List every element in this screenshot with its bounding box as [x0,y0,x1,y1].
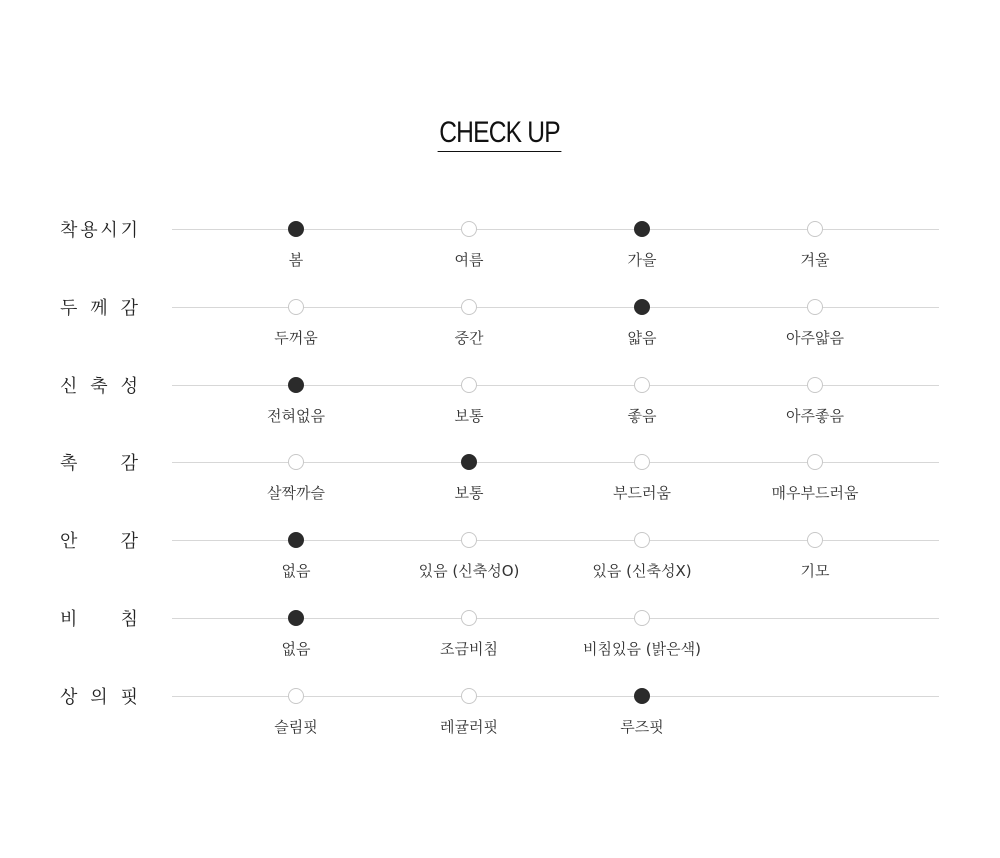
checkup-row-lining [0,531,1000,600]
checkup-row-elasticity [0,376,1000,445]
option-label: 슬림핏 [274,718,318,736]
option-label: 살짝까슬 [267,484,325,502]
option-radio[interactable] [634,221,650,237]
row-label-char: 용 [80,220,98,241]
option-label: 매우부드러움 [771,484,859,502]
option-label: 보통 [454,407,484,425]
page-title [0,112,1000,152]
option-label: 여름 [454,251,484,269]
option-radio[interactable] [461,377,477,393]
option-radio[interactable] [807,299,823,315]
option-radio[interactable] [807,454,823,470]
option-radio[interactable] [461,532,477,548]
option-label: 중간 [454,329,484,347]
option-radio[interactable] [288,610,304,626]
option-label: 겨울 [800,251,830,269]
option-label: 비침있음 (밝은색) [583,640,701,658]
option-label: 아주좋음 [786,407,844,425]
option-radio[interactable] [634,299,650,315]
option-radio[interactable] [288,688,304,704]
option-radio[interactable] [634,377,650,393]
option-label: 루즈핏 [620,718,664,736]
option-label: 얇음 [627,329,657,347]
row-label [60,528,138,552]
row-label-char: 의 [90,687,108,708]
row-label-char: 상 [60,687,78,708]
option-radio[interactable] [461,688,477,704]
row-label-char: 감 [120,298,138,319]
row-label-char: 핏 [120,687,138,708]
option-label: 있음 (신축성O) [418,562,520,580]
option-label: 전혀없음 [267,407,325,425]
row-label [60,295,138,319]
row-label-char: 침 [120,609,138,630]
row-label-char: 기 [120,220,138,241]
option-label: 기모 [800,562,830,580]
option-radio[interactable] [288,221,304,237]
option-radio[interactable] [288,299,304,315]
option-label: 가을 [627,251,657,269]
row-label-char: 신 [60,376,78,397]
row-label-char: 시 [100,220,118,241]
option-label: 봄 [288,251,304,269]
row-label [60,450,138,474]
option-radio[interactable] [634,532,650,548]
checkup-row-texture [0,453,1000,522]
row-label-char: 촉 [60,453,78,474]
option-label: 조금비침 [440,640,498,658]
row-label [60,684,138,708]
option-radio[interactable] [807,377,823,393]
option-radio[interactable] [461,299,477,315]
row-label-char: 축 [90,376,108,397]
option-radio[interactable] [288,532,304,548]
option-label: 두꺼움 [274,329,318,347]
row-label-char: 께 [90,298,108,319]
checkup-row-thickness [0,298,1000,367]
row-label-char: 안 [60,531,78,552]
row-label [60,606,138,630]
checkup-row-top-fit [0,687,1000,756]
option-radio[interactable] [807,221,823,237]
option-label: 보통 [454,484,484,502]
option-radio[interactable] [807,532,823,548]
option-radio[interactable] [461,221,477,237]
option-label: 좋음 [627,407,657,425]
option-radio[interactable] [288,454,304,470]
checkup-row-sheerness [0,609,1000,678]
option-label: 부드러움 [613,484,671,502]
row-label [60,217,138,241]
row-label-char: 비 [60,609,78,630]
option-label: 아주얇음 [786,329,844,347]
option-radio[interactable] [634,610,650,626]
option-label: 있음 (신축성X) [592,562,692,580]
row-label-char: 착 [60,220,78,241]
option-radio[interactable] [461,454,477,470]
checkup-row-season [0,220,1000,289]
option-radio[interactable] [634,454,650,470]
option-radio[interactable] [288,377,304,393]
option-label: 없음 [281,640,311,658]
row-label [60,373,138,397]
option-label: 레귤러핏 [440,718,498,736]
row-label-char: 감 [120,453,138,474]
option-radio[interactable] [634,688,650,704]
page-title-text: CHECK UP [438,116,562,152]
option-label: 없음 [281,562,311,580]
row-label-char: 성 [120,376,138,397]
row-label-char: 두 [60,298,78,319]
option-radio[interactable] [461,610,477,626]
row-label-char: 감 [120,531,138,552]
